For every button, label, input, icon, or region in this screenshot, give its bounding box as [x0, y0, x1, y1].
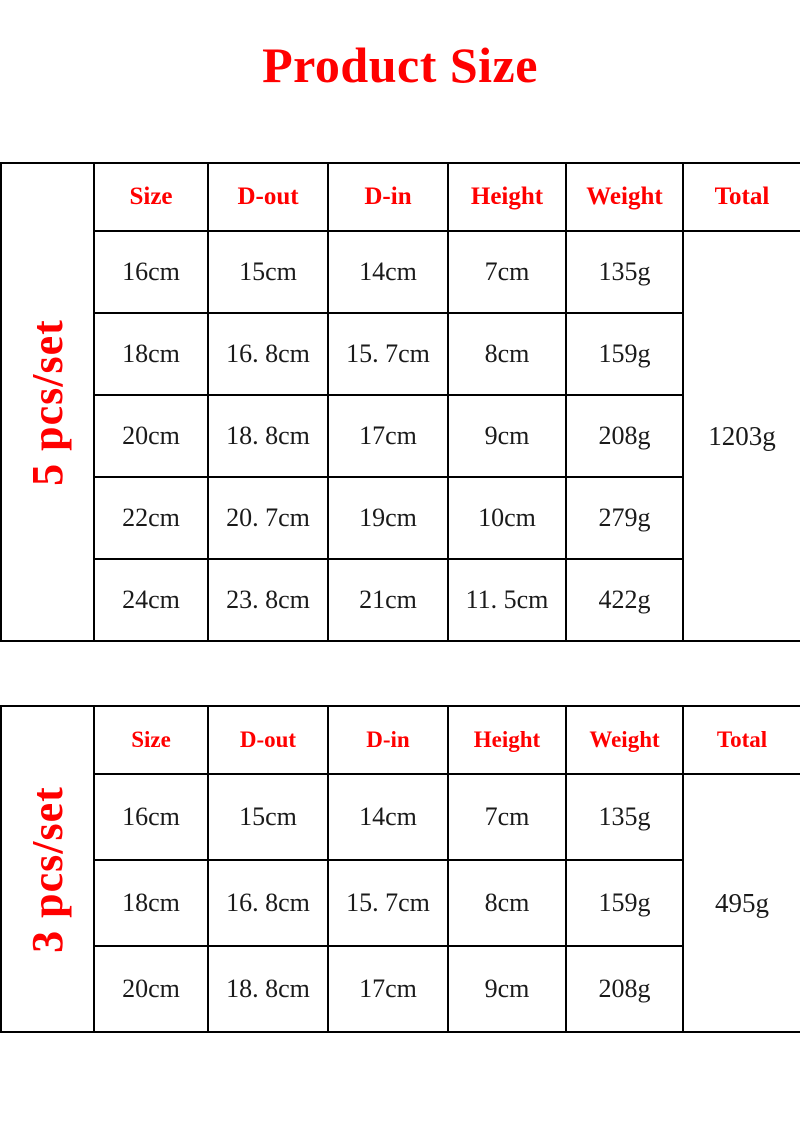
- cell-din: 17cm: [328, 395, 448, 477]
- cell-weight: 208g: [566, 395, 683, 477]
- cell-height: 11. 5cm: [448, 559, 566, 641]
- cell-dout: 23. 8cm: [208, 559, 328, 641]
- cell-height: 10cm: [448, 477, 566, 559]
- column-header-dout: D-out: [208, 706, 328, 774]
- table-row: [1, 395, 800, 477]
- cell-dout: 18. 8cm: [208, 946, 328, 1032]
- cell-total: 1203g: [683, 231, 800, 641]
- cell-size: 18cm: [94, 860, 208, 946]
- cell-din: 21cm: [328, 559, 448, 641]
- column-header-size: Size: [94, 163, 208, 231]
- column-header-din: D-in: [328, 163, 448, 231]
- column-header-height: Height: [448, 706, 566, 774]
- column-header-height: Height: [448, 163, 566, 231]
- table-row: [1, 774, 800, 860]
- set-label-3pcs: 3 pcs/set: [1, 706, 94, 1032]
- table-row: [1, 231, 800, 313]
- cell-total: 495g: [683, 774, 800, 1032]
- cell-dout: 20. 7cm: [208, 477, 328, 559]
- cell-weight: 135g: [566, 774, 683, 860]
- column-header-weight: Weight: [566, 163, 683, 231]
- cell-dout: 15cm: [208, 231, 328, 313]
- table-header-row: [1, 163, 800, 231]
- column-header-total: Total: [683, 706, 800, 774]
- cell-dout: 18. 8cm: [208, 395, 328, 477]
- column-header-weight: Weight: [566, 706, 683, 774]
- cell-dout: 16. 8cm: [208, 860, 328, 946]
- cell-size: 16cm: [94, 231, 208, 313]
- table-row: [1, 477, 800, 559]
- column-header-total: Total: [683, 163, 800, 231]
- cell-weight: 422g: [566, 559, 683, 641]
- size-table-5pcs: [0, 162, 800, 642]
- cell-dout: 16. 8cm: [208, 313, 328, 395]
- size-table-block-5pcs: [0, 162, 800, 642]
- cell-weight: 208g: [566, 946, 683, 1032]
- column-header-size: Size: [94, 706, 208, 774]
- column-header-din: D-in: [328, 706, 448, 774]
- cell-size: 16cm: [94, 774, 208, 860]
- cell-size: 20cm: [94, 395, 208, 477]
- table-row: [1, 946, 800, 1032]
- cell-din: 15. 7cm: [328, 860, 448, 946]
- cell-weight: 159g: [566, 313, 683, 395]
- table-row: [1, 313, 800, 395]
- cell-size: 18cm: [94, 313, 208, 395]
- cell-height: 7cm: [448, 774, 566, 860]
- cell-size: 20cm: [94, 946, 208, 1032]
- cell-dout: 15cm: [208, 774, 328, 860]
- cell-din: 19cm: [328, 477, 448, 559]
- cell-din: 14cm: [328, 774, 448, 860]
- set-label-5pcs: 5 pcs/set: [1, 163, 94, 641]
- cell-height: 8cm: [448, 860, 566, 946]
- size-table-block-3pcs: [0, 705, 800, 1033]
- column-header-dout: D-out: [208, 163, 328, 231]
- table-row: [1, 559, 800, 641]
- cell-height: 8cm: [448, 313, 566, 395]
- cell-height: 9cm: [448, 395, 566, 477]
- cell-size: 22cm: [94, 477, 208, 559]
- cell-din: 17cm: [328, 946, 448, 1032]
- table-header-row: [1, 706, 800, 774]
- page-title: Product Size: [262, 37, 538, 93]
- size-table-3pcs: [0, 705, 800, 1033]
- table-row: [1, 860, 800, 946]
- cell-size: 24cm: [94, 559, 208, 641]
- cell-height: 7cm: [448, 231, 566, 313]
- cell-height: 9cm: [448, 946, 566, 1032]
- cell-weight: 159g: [566, 860, 683, 946]
- cell-weight: 135g: [566, 231, 683, 313]
- cell-din: 14cm: [328, 231, 448, 313]
- cell-weight: 279g: [566, 477, 683, 559]
- cell-din: 15. 7cm: [328, 313, 448, 395]
